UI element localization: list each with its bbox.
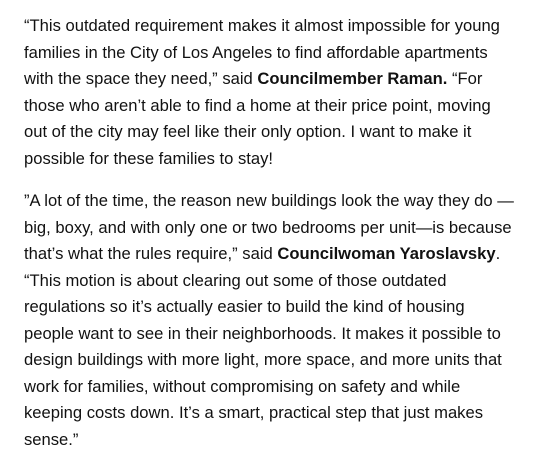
quote-text-start: “This outdated requirement makes it almost impossible for young families in the City of Los Angeles to find affordable apartments with the space they need,” said bbox=[24, 16, 500, 88]
quote-paragraph-yaroslavsky bbox=[24, 188, 517, 453]
quote-text-end: . “This motion is about clearing out some of those outdated regulations so it’s actually easier to build the kind of housing people want to see in their neighborhoods. It makes it possible to design buildings with more light, more space, and more units that work for families, without compromising on safety and while keeping costs down. It’s a smart, practical step that just makes sense.” bbox=[24, 244, 502, 449]
speaker-name-raman: Councilmember Raman. bbox=[257, 69, 448, 88]
quote-text-end: “For those who aren’t able to find a home at their price point, moving out of the city may feel like their only option. I want to make it possible for these families to stay! bbox=[24, 69, 491, 168]
quote-paragraph-raman bbox=[24, 13, 517, 172]
speaker-name-yaroslavsky: Councilwoman Yaroslavsky bbox=[277, 244, 496, 263]
quote-text-start: ”A lot of the time, the reason new buildings look the way they do —big, boxy, and with only one or two bedrooms per unit—is because that’s what the rules require,” said bbox=[24, 191, 514, 263]
